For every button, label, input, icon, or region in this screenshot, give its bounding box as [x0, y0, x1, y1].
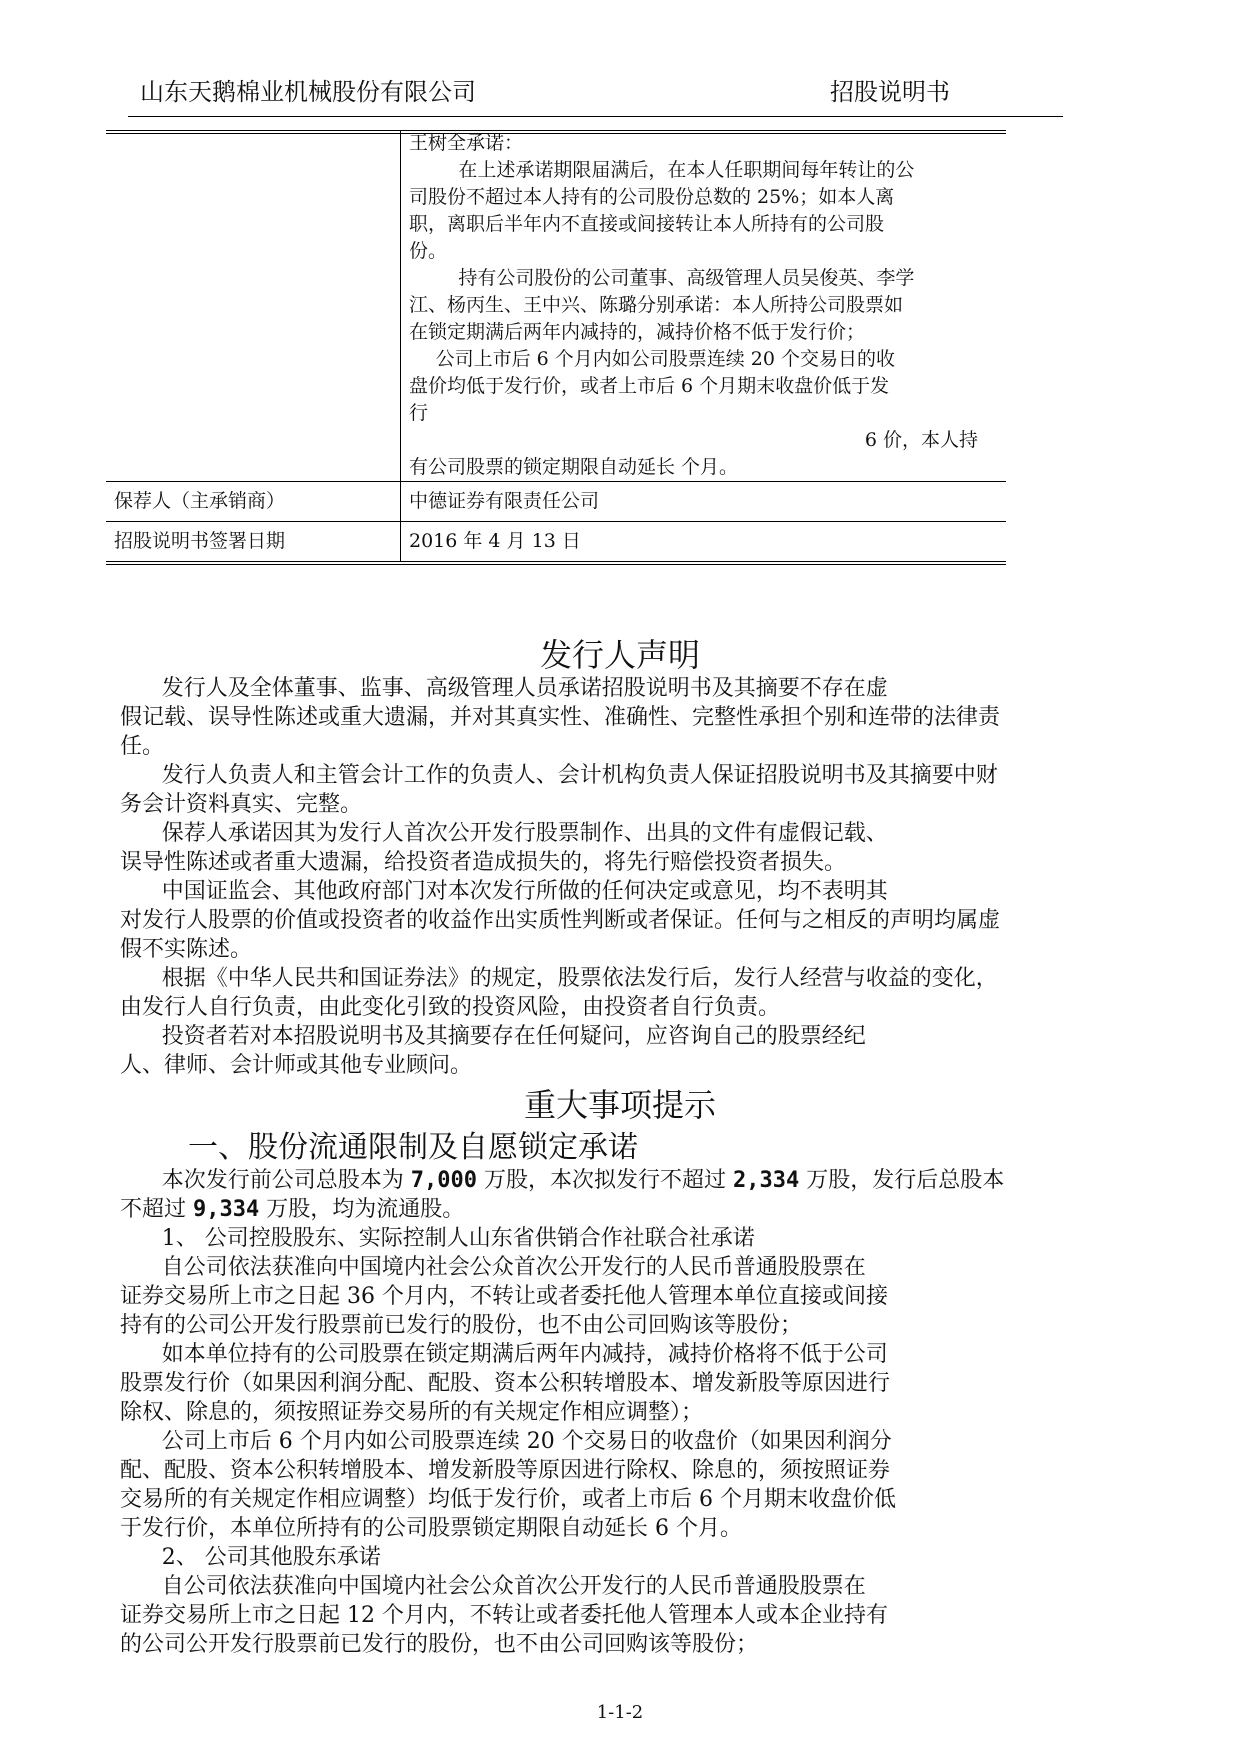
- intro-line-1: 本次发行前公司总股本为 7,000 万股，本次拟发行不超过 2,334 万股，发行后总股本: [161, 1168, 1005, 1193]
- statement-line: 假记载、误导性陈述或重大遗漏，并对其真实性、准确性、完整性承担个别和连带的法律责: [120, 705, 1001, 730]
- major-matters-title: 重大事项提示: [523, 1086, 716, 1124]
- item1-line: 如本单位持有的公司股票在锁定期满后两年内减持，减持价格将不低于公司: [161, 1342, 888, 1367]
- date-label: 招股说明书签署日期: [106, 522, 401, 564]
- item1-line: 除权、除息的，须按照证券交易所的有关规定作相应调整）；: [120, 1400, 704, 1425]
- commitment-line: 行: [409, 402, 429, 424]
- commitment-line: 江、杨丙生、王中兴、陈璐分别承诺：本人所持公司股票如: [409, 294, 904, 316]
- sponsor-row: [106, 482, 1006, 522]
- commitment-line: 有公司股票的锁定期限自动延长 个月。: [409, 456, 739, 478]
- item2-line: 自公司依法获准向中国境内社会公众首次公开发行的人民币普通股股票在: [161, 1574, 866, 1599]
- date-row: [106, 522, 1006, 564]
- sponsor-value: 中德证券有限责任公司: [401, 482, 1007, 522]
- statement-line: 中国证监会、其他政府部门对本次发行所做的任何决定或意见，均不表明其: [161, 879, 888, 904]
- item1-title: 1、 公司控股股东、实际控制人山东省供销合作社联合社承诺: [161, 1226, 755, 1251]
- statement-line: 误导性陈述或者重大遗漏，给投资者造成损失的，将先行赔偿投资者损失。: [120, 850, 847, 875]
- item1-line: 持有的公司公开发行股票前已发行的股份，也不由公司回购该等股份；: [120, 1313, 803, 1338]
- major-matters-body: [120, 1166, 1130, 1659]
- item1-line: 公司上市后 6 个月内如公司股票连续 20 个交易日的收盘价（如果因利润分: [161, 1429, 892, 1454]
- statement-line: 人、律师、会计师或其他专业顾问。: [120, 1053, 473, 1078]
- post-issue-shares: 9,334: [193, 1197, 260, 1222]
- statement-line: 保荐人承诺因其为发行人首次公开发行股票制作、出具的文件有虚假记载、: [161, 821, 888, 846]
- statement-line: 由发行人自行负责，由此变化引致的投资风险，由投资者自行负责。: [120, 995, 781, 1020]
- item2-line: 的公司公开发行股票前已发行的股份，也不由公司回购该等股份；: [120, 1632, 759, 1657]
- statement-line: 假不实陈述。: [120, 937, 253, 962]
- page-number: 1-1-2: [596, 1702, 644, 1723]
- statement-line: 务会计资料真实、完整。: [120, 792, 363, 817]
- statement-line: 对发行人股票的价值或投资者的收益作出实质性判断或者保证。任何与之相反的声明均属虚: [120, 908, 1001, 933]
- item1-line: 自公司依法获准向中国境内社会公众首次公开发行的人民币普通股股票在: [161, 1255, 866, 1280]
- item1-line: 股票发行价（如果因利润分配、配股、资本公积转增股本、增发新股等原因进行: [120, 1371, 891, 1396]
- header-rule: [128, 116, 1063, 117]
- info-table-wrap: [106, 130, 1006, 565]
- item1-line: 证券交易所上市之日起 36 个月内，不转让或者委托他人管理本单位直接或间接: [120, 1284, 888, 1309]
- commitment-line: 司股份不超过本人持有的公司股份总数的 25%；如本人离: [409, 186, 895, 208]
- issuer-statement-body: [120, 674, 1130, 1080]
- commitment-line: 6 价，本人持: [864, 429, 978, 451]
- commitment-line: 份。: [409, 240, 448, 262]
- statement-line: 发行人及全体董事、监事、高级管理人员承诺招股说明书及其摘要不存在虚: [161, 676, 888, 701]
- issue-shares: 2,334: [733, 1168, 800, 1193]
- commitment-line: 盘价均低于发行价，或者上市后 6 个月期末收盘价低于发: [409, 375, 890, 397]
- commitment-line: 王树全承诺：: [409, 132, 524, 154]
- pre-issue-shares: 7,000: [410, 1168, 478, 1193]
- commitment-line: 公司上市后 6 个月内如公司股票连续 20 个交易日的收: [435, 348, 896, 370]
- statement-line: 发行人负责人和主管会计工作的负责人、会计机构负责人保证招股说明书及其摘要中财: [161, 763, 998, 788]
- statement-line: 任。: [120, 734, 165, 759]
- commitment-cell: [401, 130, 1007, 482]
- commitment-line: 在锁定期满后两年内减持的，减持价格不低于发行价；: [409, 321, 866, 343]
- page-header: [140, 72, 1075, 110]
- item1-line: 配、配股、资本公积转增股本、增发新股等原因进行除权、除息的，须按照证券: [120, 1458, 891, 1483]
- statement-line: 根据《中华人民共和国证券法》的规定，股票依法发行后，发行人经营与收益的变化，: [161, 966, 998, 991]
- item1-line: 于发行价，本单位所持有的公司股票锁定期限自动延长 6 个月。: [120, 1516, 742, 1541]
- statement-line: 投资者若对本招股说明书及其摘要存在任何疑问，应咨询自己的股票经纪: [161, 1024, 866, 1049]
- item2-title: 2、 公司其他股东承诺: [161, 1545, 381, 1570]
- item2-line: 证券交易所上市之日起 12 个月内，不转让或者委托他人管理本人或本企业持有: [120, 1603, 888, 1628]
- company-name: 山东天鹅棉业机械股份有限公司: [140, 78, 476, 106]
- item1-line: 交易所的有关规定作相应调整）均低于发行价，或者上市后 6 个月期末收盘价低: [120, 1487, 896, 1512]
- commitment-label-cell: [106, 130, 401, 482]
- commitment-line: 持有公司股份的公司董事、高级管理人员吴俊英、李学: [458, 267, 915, 289]
- date-value: 2016 年 4 月 13 日: [401, 522, 1007, 564]
- issuer-statement-title: 发行人声明: [539, 636, 700, 674]
- intro-line-2: 不超过 9,334 万股，均为流通股。: [120, 1197, 465, 1222]
- major-matters-subtitle: 一、股份流通限制及自愿锁定承诺: [188, 1130, 638, 1165]
- info-table: [106, 130, 1006, 565]
- commitment-line: 职，离职后半年内不直接或间接转让本人所持有的公司股: [409, 213, 885, 235]
- document-type: 招股说明书: [830, 78, 950, 106]
- commitment-line: 在上述承诺期限届满后，在本人任职期间每年转让的公: [458, 159, 915, 181]
- commitment-row: [106, 130, 1006, 482]
- sponsor-label: 保荐人（主承销商）: [106, 482, 401, 522]
